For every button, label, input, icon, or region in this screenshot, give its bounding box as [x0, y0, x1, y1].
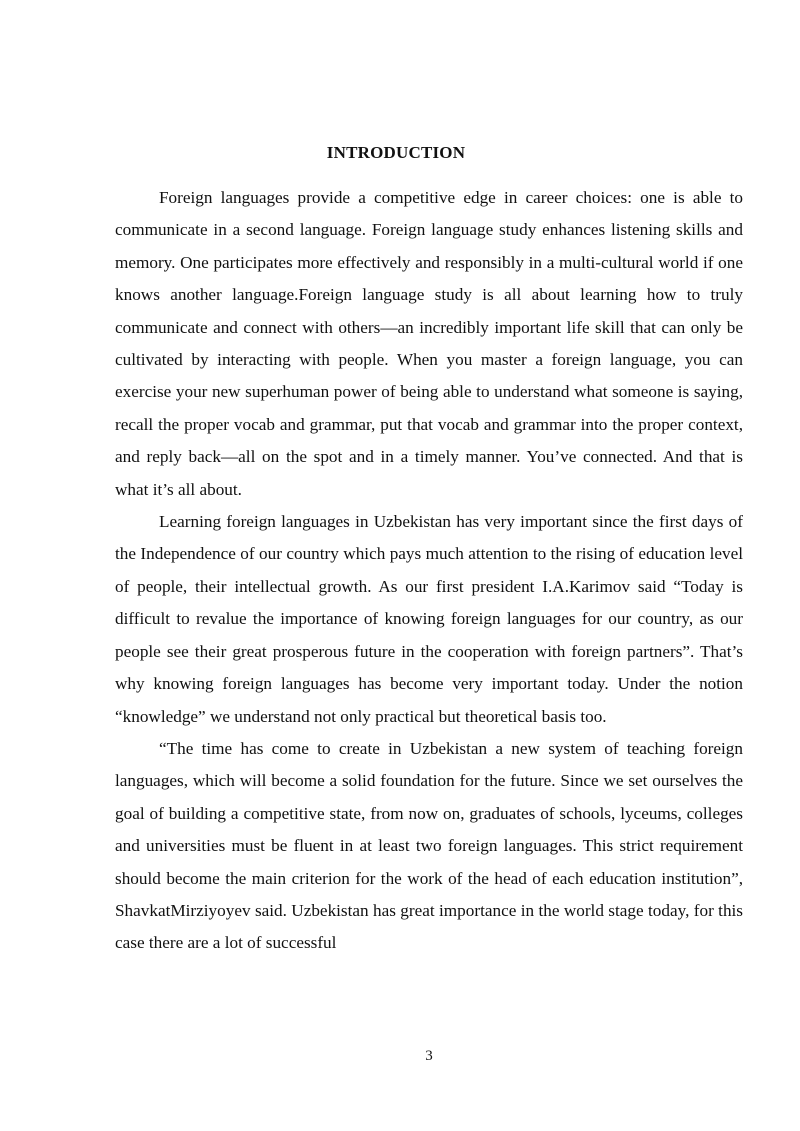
body-text — [115, 182, 743, 960]
section-heading: INTRODUCTION — [326, 143, 466, 162]
paragraph-1: Foreign languages provide a competitive edge in career choices: one is able to communicate in a second language. Foreign language study enhances listening skills and memory. One participates more effectively and responsibly in a multi-cultural world if one knows another language.Foreign language study is all about learning how to truly communicate and connect with others—an incredibly important life skill that can only be cultivated by interacting with people. When you master a foreign language, you can exercise your new superhuman power of being able to understand what someone is saying, recall the proper vocab and grammar, put that vocab and grammar into the proper context, and reply back—all on the spot and in a timely manner. You’ve connected. And that is what it’s all about. — [115, 188, 743, 499]
paragraph-2: Learning foreign languages in Uzbekistan has very important since the first days of the Independence of our country which pays much attention to the rising of education level of people, their intellectual growth. As our first president I.A.Karimov said “Today is difficult to revalue the importance of knowing foreign languages for our country, as our people see their great prosperous future in the cooperation with foreign partners”. That’s why knowing foreign languages has become very important today. Under the notion “knowledge” we understand not only practical but theoretical basis too. — [115, 512, 743, 726]
paragraph-3: “The time has come to create in Uzbekistan a new system of teaching foreign languages, which will become a solid foundation for the future. Since we set ourselves the goal of building a competitive state, from now on, graduates of schools, lyceums, colleges and universities must be fluent in at least two foreign languages. This strict requirement should become the main criterion for the work of the head of each education institution”, ShavkatMirziyoyev said. Uzbekistan has great importance in the world stage today, for this case there are a lot of successful — [115, 738, 743, 953]
page-number: 3 — [425, 1048, 433, 1064]
